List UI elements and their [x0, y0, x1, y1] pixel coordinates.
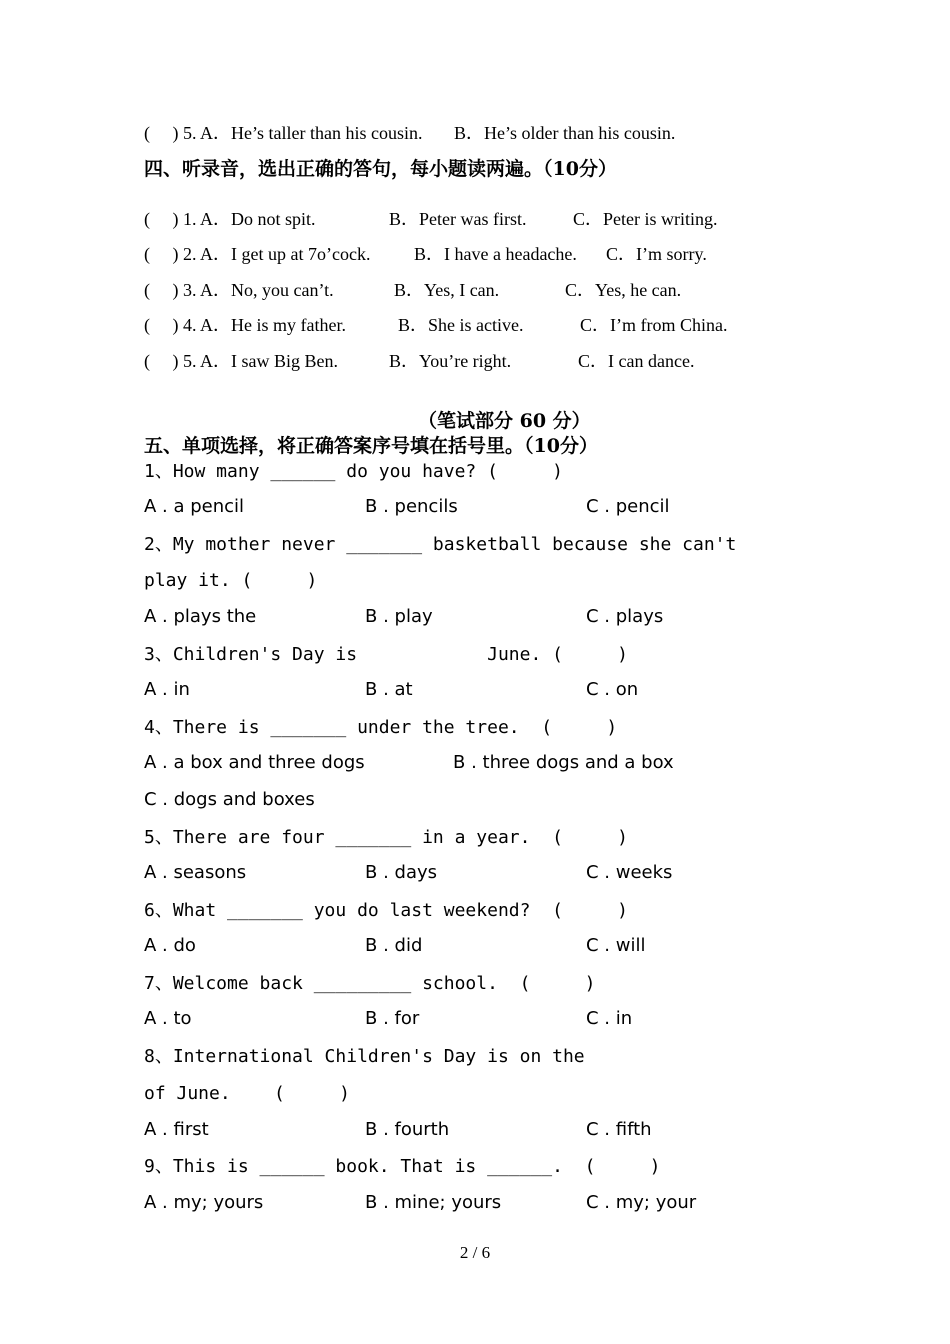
s5-q2-stem-line1: 2、My mother never _______ basketball because she can't: [144, 534, 737, 555]
s5-q1-stem: 1、How many ______ do you have? ( ): [144, 461, 563, 482]
page-number: 2 / 6: [459, 1243, 491, 1262]
s5-q2-option-c: C . plays: [586, 606, 664, 627]
s5-q9-option-a: A . my; yours: [144, 1192, 264, 1213]
s4-q2-option-c: C．I’m sorry.: [606, 244, 707, 264]
s5-q3-option-b: B . at: [365, 679, 413, 700]
s4-q1-option-b: B．Peter was first.: [389, 209, 527, 229]
s5-q5-option-b: B . days: [365, 862, 437, 883]
s4-q3-option-b: B．Yes, I can.: [394, 280, 500, 300]
s5-q5-stem: 5、There are four _______ in a year. ( ): [144, 827, 628, 848]
s5-q2-option-b: B . play: [365, 606, 433, 627]
s5-q4-option-c: C . dogs and boxes: [144, 789, 315, 810]
section5-title: 五、单项选择，将正确答案序号填在括号里。（10分）: [144, 435, 598, 457]
s4-q1-option-c: C．Peter is writing.: [573, 209, 718, 229]
s5-q9-option-c: C . my; your: [586, 1192, 697, 1213]
s5-q2-stem-line2: play it. ( ): [144, 570, 318, 591]
s5-q6-option-a: A . do: [144, 935, 196, 956]
s5-q7-option-b: B . for: [365, 1008, 420, 1029]
s5-q8-stem-line2: of June. ( ): [144, 1083, 350, 1104]
s5-q4-option-a: A . a box and three dogs: [144, 752, 365, 773]
s5-q7-option-a: A . to: [144, 1008, 192, 1029]
written-part-header: （笔试部分 60 分）: [418, 410, 591, 432]
s4-q2-option-b: B．I have a headache.: [414, 244, 577, 264]
s4-q1-stem: ( ) 1. A．Do not spit.: [144, 209, 316, 229]
s5-q5-option-c: C . weeks: [586, 862, 673, 883]
s4-q3-stem: ( ) 3. A．No, you can’t.: [144, 280, 334, 300]
s4-q5-option-c: C．I can dance.: [578, 351, 695, 371]
s5-q8-option-b: B . fourth: [365, 1119, 450, 1140]
s4-q2-stem: ( ) 2. A．I get up at 7o’cock.: [144, 244, 371, 264]
s4-q4-option-c: C．I’m from China.: [580, 315, 728, 335]
s5-q7-option-c: C . in: [586, 1008, 633, 1029]
s5-q8-option-c: C . fifth: [586, 1119, 652, 1140]
s5-q9-option-b: B . mine; yours: [365, 1192, 502, 1213]
s5-q4-option-b: B . three dogs and a box: [453, 752, 674, 773]
s5-q3-stem: 3、Children's Day is June. ( ): [144, 644, 628, 665]
s4-q5-stem: ( ) 5. A．I saw Big Ben.: [144, 351, 338, 371]
s5-q7-stem: 7、Welcome back _________ school. ( ): [144, 973, 596, 994]
s5-q8-option-a: A . first: [144, 1119, 209, 1140]
s5-q3-option-c: C . on: [586, 679, 639, 700]
s5-q9-stem: 9、This is ______ book. That is ______. ( ): [144, 1156, 661, 1177]
section4-title: 四、听录音，选出正确的答句，每小题读两遍。（10分）: [144, 158, 617, 180]
s5-q2-option-a: A . plays the: [144, 606, 257, 627]
s5-q1-option-a: A . a pencil: [144, 496, 245, 517]
s5-q6-option-b: B . did: [365, 935, 423, 956]
s5-q1-option-b: B . pencils: [365, 496, 458, 517]
s4-q3-option-c: C．Yes, he can.: [565, 280, 682, 300]
s5-q8-stem-line1: 8、International Children's Day is on the: [144, 1046, 585, 1067]
s4-q4-option-b: B．She is active.: [398, 315, 524, 335]
s4-q5-option-b: B．You’re right.: [389, 351, 512, 371]
s5-q3-option-a: A . in: [144, 679, 190, 700]
s5-q5-option-a: A . seasons: [144, 862, 247, 883]
s5-q6-option-c: C . will: [586, 935, 646, 956]
listening-item-prev-5: ( ) 5. A．He’s taller than his cousin. B．He’s older than his cousin.: [144, 123, 676, 143]
s4-q4-stem: ( ) 4. A．He is my father.: [144, 315, 346, 335]
s5-q6-stem: 6、What _______ you do last weekend? ( ): [144, 900, 628, 921]
s5-q1-option-c: C . pencil: [586, 496, 670, 517]
s5-q4-stem: 4、There is _______ under the tree. ( ): [144, 717, 618, 738]
